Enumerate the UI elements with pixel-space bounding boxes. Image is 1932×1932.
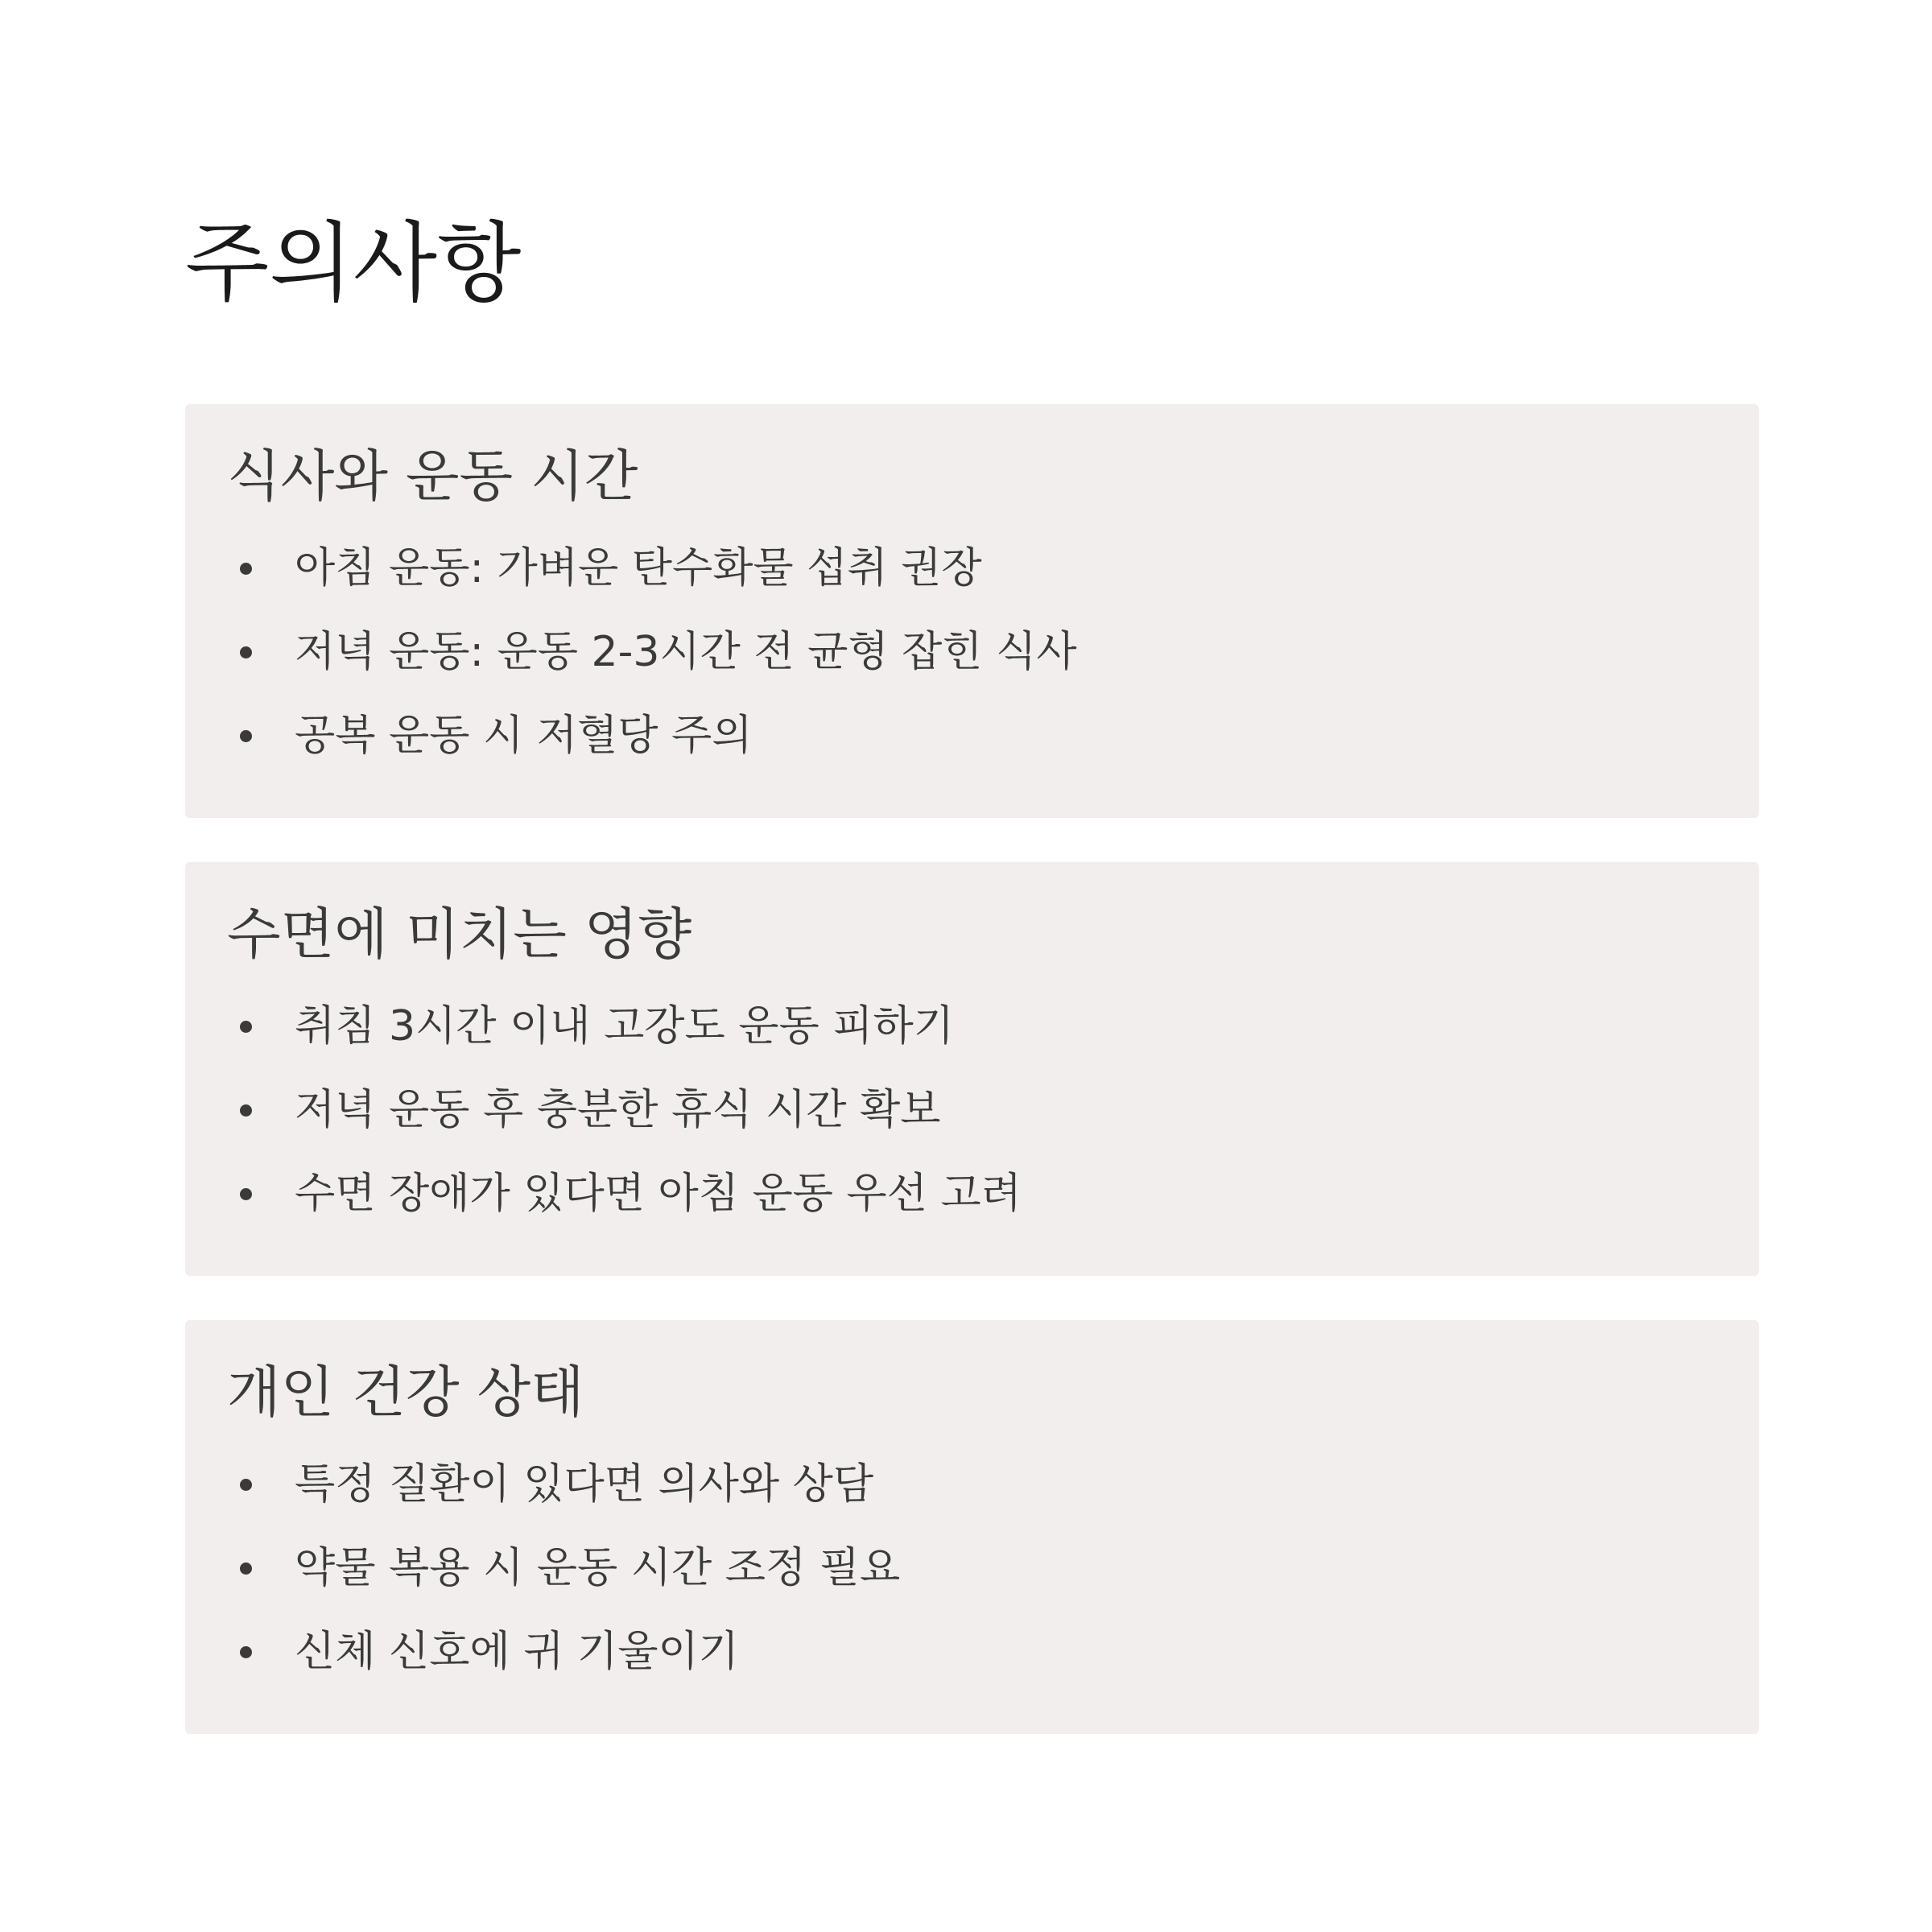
list-item-text: 특정 질환이 있다면 의사와 상담: [295, 1460, 874, 1509]
section-meal-exercise-timing: [185, 404, 1759, 818]
list-item-text: 저녁 운동: 운동 2-3시간 전 균형 잡힌 식사: [295, 628, 1077, 676]
bullet-icon: [240, 646, 252, 658]
bullet-icon: [240, 563, 252, 575]
list-item-text: 신체 신호에 귀 기울이기: [295, 1628, 739, 1676]
list-item-text: 취침 3시간 이내 고강도 운동 피하기: [295, 1002, 954, 1051]
section-heading: 개인 건강 상태: [227, 1360, 584, 1425]
list-item-text: 아침 운동: 가벼운 탄수화물 섭취 권장: [295, 544, 982, 592]
page-title: 주의사항: [185, 213, 522, 314]
bullet-icon: [240, 730, 252, 742]
section-heading: 식사와 운동 시간: [227, 444, 638, 509]
bullet-icon: [240, 1104, 252, 1117]
bullet-icon: [240, 1021, 252, 1033]
list-item-text: 수면 장애가 있다면 아침 운동 우선 고려: [295, 1170, 1022, 1218]
list-item-text: 약물 복용 시 운동 시간 조정 필요: [295, 1544, 901, 1592]
list-item-text: 공복 운동 시 저혈당 주의: [295, 712, 753, 760]
section-personal-health: [185, 1320, 1759, 1734]
bullet-icon: [240, 1646, 252, 1658]
bullet-icon: [240, 1563, 252, 1575]
section-heading: 수면에 미치는 영향: [227, 902, 692, 967]
bullet-icon: [240, 1479, 252, 1491]
list-item-text: 저녁 운동 후 충분한 휴식 시간 확보: [295, 1086, 941, 1134]
bullet-icon: [240, 1188, 252, 1200]
section-sleep-impact: [185, 862, 1759, 1276]
